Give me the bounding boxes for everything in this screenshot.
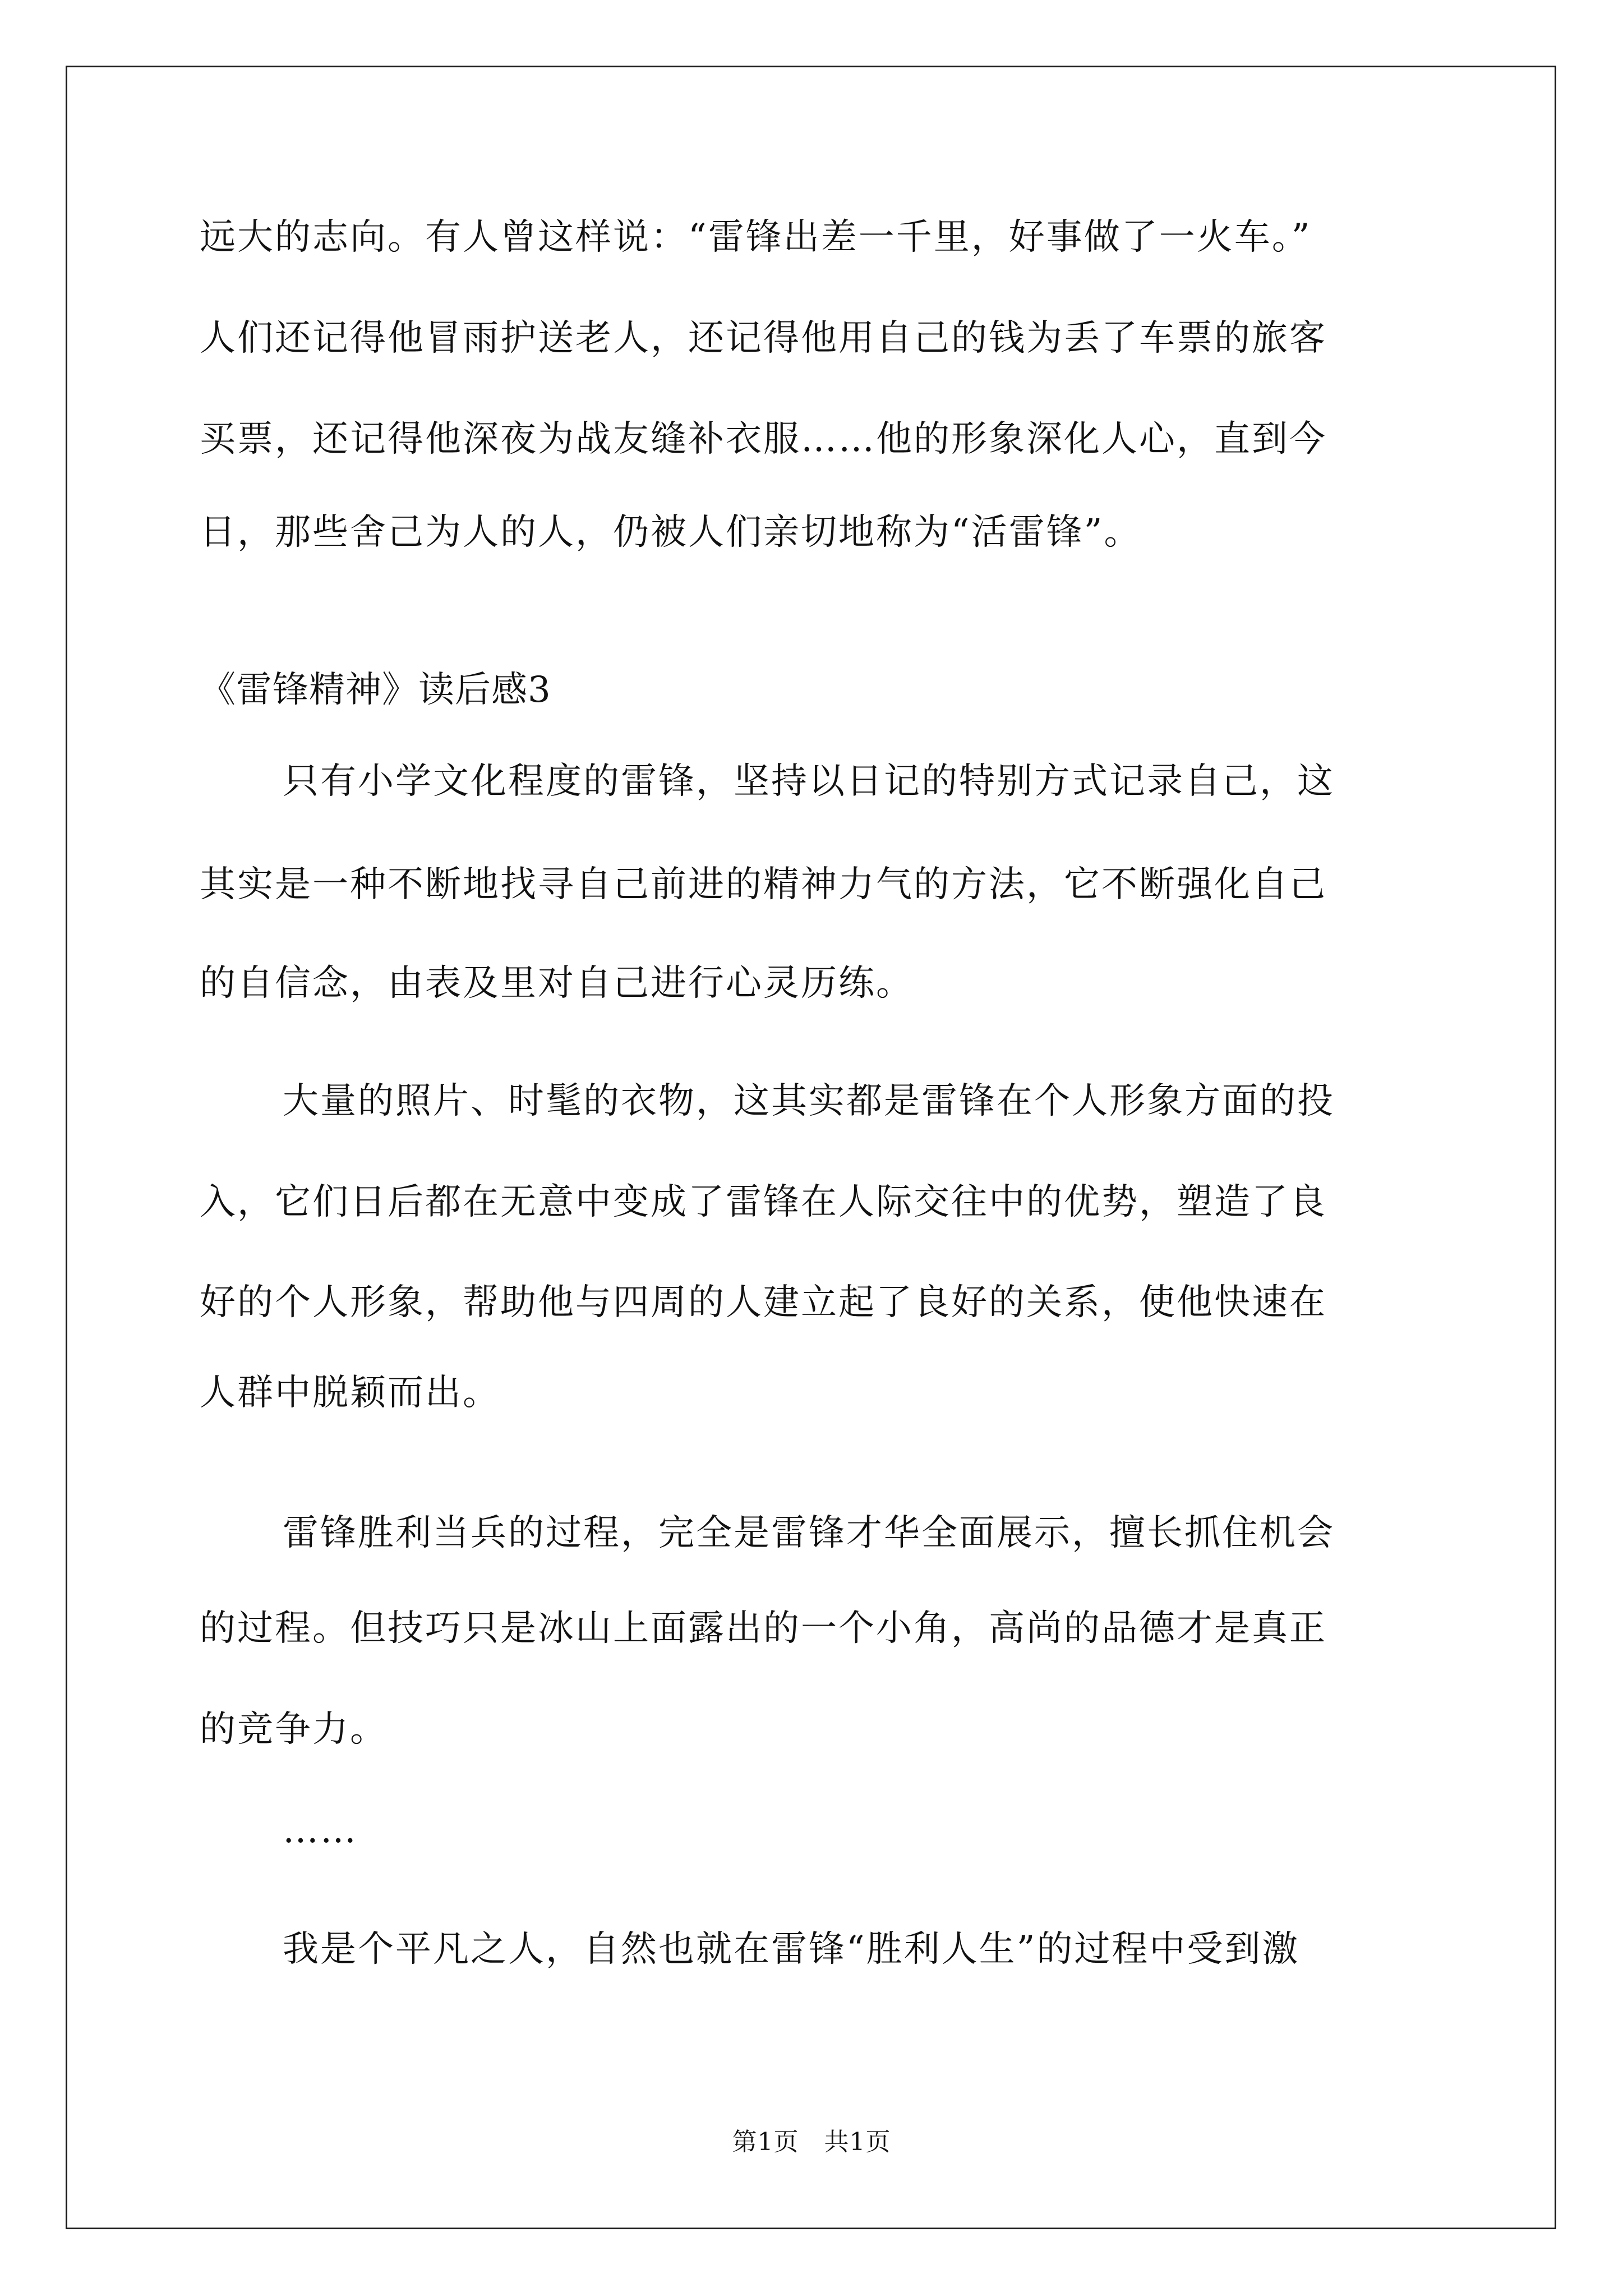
text-line: 买票，还记得他深夜为战友缝补衣服……他的形象深化人心，直到今 (200, 418, 1327, 460)
paragraph-first-line: 雷锋胜利当兵的过程，完全是雷锋才华全面展示，擅长抓住机会 (283, 1512, 1335, 1554)
paragraph-first-line: 我是个平凡之人，自然也就在雷锋“胜利人生”的过程中受到激 (283, 1929, 1300, 1970)
text-line: 入，它们日后都在无意中变成了雷锋在人际交往中的优势，塑造了良 (200, 1181, 1327, 1223)
text-line: 远大的志向。有人曾这样说：“雷锋出差一千里，好事做了一火车。” (200, 217, 1312, 258)
text-line: 日，那些舍己为人的人，仍被人们亲切地称为“活雷锋”。 (200, 512, 1142, 553)
text-line: 好的个人形象，帮助他与四周的人建立起了良好的关系，使他快速在 (200, 1282, 1327, 1323)
paragraph-first-line: 大量的照片、时髦的衣物，这其实都是雷锋在个人形象方面的投 (283, 1080, 1335, 1122)
text-line: 人们还记得他冒雨护送老人，还记得他用自己的钱为丢了车票的旅客 (200, 318, 1327, 359)
text-line: 的竞争力。 (200, 1709, 388, 1750)
ellipsis-line: …… (283, 1810, 358, 1851)
page-number: 第1页 共1页 (732, 2128, 891, 2156)
text-line: 的过程。但技巧只是冰山上面露出的一个小角，高尚的品德才是真正 (200, 1608, 1327, 1649)
section-heading: 《雷锋精神》读后感3 (200, 669, 551, 711)
paragraph-first-line: 只有小学文化程度的雷锋，坚持以日记的特别方式记录自己，这 (283, 761, 1335, 802)
text-line: 的自信念，由表及里对自己进行心灵历练。 (200, 963, 914, 1004)
page-border (66, 66, 1556, 2229)
text-line: 人群中脱颖而出。 (200, 1372, 500, 1414)
text-line: 其实是一种不断地找寻自己前进的精神力气的方法，它不断强化自己 (200, 864, 1327, 905)
